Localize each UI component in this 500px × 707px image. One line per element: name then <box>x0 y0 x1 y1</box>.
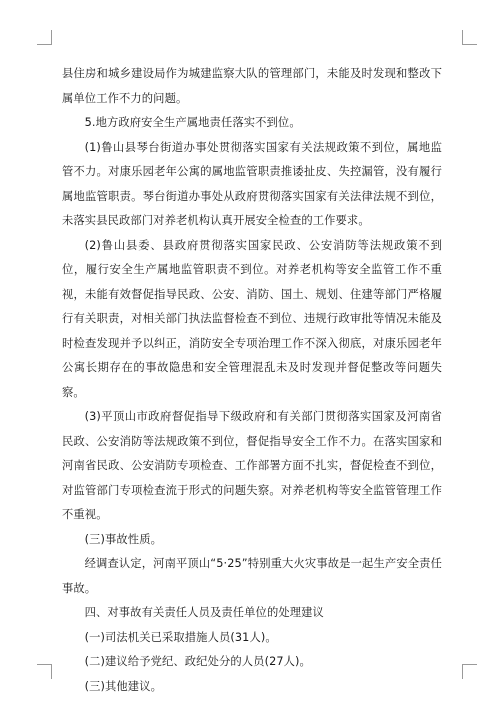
section-heading-four: 四、对事故有关责任人员及责任单位的处理建议 <box>84 606 324 619</box>
list-item-disciplinary: (二)建议给予党纪、政纪处分的人员(27人)。 <box>84 655 311 668</box>
paragraph-continuation: 县住房和城乡建设局作为城建监察大队的管理部门，未能及时发现和整改下属单位工作不力的问题。 <box>62 67 442 105</box>
list-item-judicial: (一)司法机关已采取措施人员(31人)。 <box>84 630 277 644</box>
section-heading-accident-nature: (三)事故性质。 <box>84 532 162 546</box>
crop-mark-top-right <box>462 30 477 45</box>
list-item-other: (三)其他建议。 <box>84 679 162 693</box>
section-heading-5: 5.地方政府安全生产属地责任落实不到位。 <box>84 116 301 129</box>
crop-mark-top-left <box>37 30 52 45</box>
crop-mark-bottom-right <box>462 664 477 679</box>
document-body <box>62 62 442 699</box>
paragraph-conclusion: 经调查认定，河南平顶山“5·25”特别重大火灾事故是一起生产安全责任事故。 <box>62 557 442 595</box>
paragraph-item-1: (1)鲁山县琴台街道办事处贯彻落实国家有关法规政策不到位，属地监管不力。对康乐园老年公寓的属地监管职责推诿扯皮、失控漏管，没有履行属地监管职责。琴台街道办事处从政府贯彻落实国家有关法律法规不到位，未落实县民政部门对养老机构认真开展安全检查的工作要求。 <box>62 140 442 227</box>
paragraph-item-3: (3)平顶山市政府督促指导下级政府和有关部门贯彻落实国家及河南省民政、公安消防等法规政策不到位，督促指导安全工作不力。在落实国家和河南省民政、公安消防专项检查、工作部署方面不扎实，督促检查不到位，对监管部门专项检查流于形式的问题失察。对养老机构等安全监管管理工作不重视。 <box>62 410 442 521</box>
crop-mark-bottom-left <box>37 664 52 679</box>
paragraph-item-2: (2)鲁山县委、县政府贯彻落实国家民政、公安消防等法规政策不到位，履行安全生产属地监管职责不到位。对养老机构等安全监管工作不重视，未能有效督促指导民政、公安、消防、国土、规划、住建等部门严格履行有关职责，对相关部门执法监督检查不到位、违规行政审批等情况未能及时检查发现并予以纠正，消防安全专项治理工作不深入彻底，对康乐园老年公寓长期存在的事故隐患和安全管理混乱未及时发现并督促整改等问题失察。 <box>62 238 442 399</box>
